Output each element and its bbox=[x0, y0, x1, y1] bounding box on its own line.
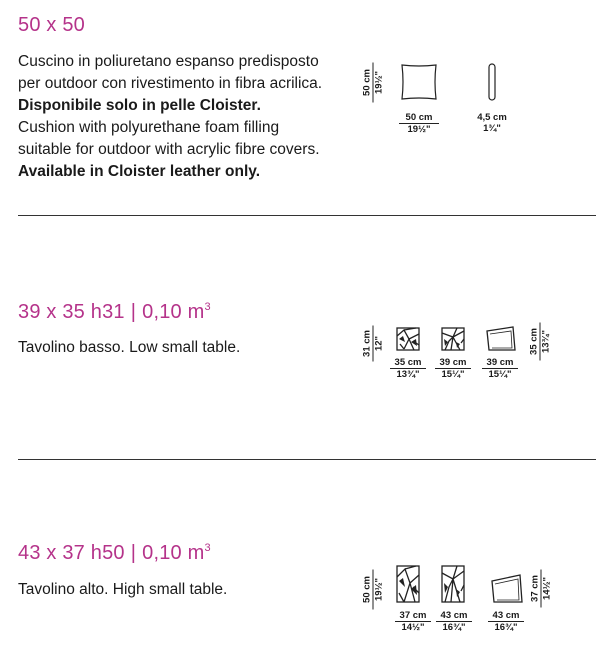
dim-label: 37 cm 14½" bbox=[395, 610, 431, 633]
dim-label: 39 cm 15¼" bbox=[482, 357, 518, 380]
desc-line: Cushion with polyurethane foam filling bbox=[18, 119, 280, 136]
dim-label: 43 cm 16¾" bbox=[488, 610, 524, 633]
dim-label: 35 cm 13¾" bbox=[390, 357, 426, 380]
section-2-size: 39 x 35 h31 bbox=[18, 301, 125, 323]
desc-line: Disponibile solo in pelle Cloister. bbox=[18, 97, 261, 114]
section-3-description bbox=[18, 579, 227, 601]
section-2-description bbox=[18, 337, 240, 359]
low-table-side-drawing bbox=[396, 327, 420, 351]
section-2-volume: 0,10 m bbox=[142, 301, 205, 323]
dim-label: 50 cm 19½" bbox=[399, 112, 439, 135]
section-3-volume: 0,10 m bbox=[142, 542, 205, 564]
desc-line: per outdoor con rivestimento in fibra acrilica. bbox=[18, 75, 323, 92]
section-divider bbox=[18, 459, 596, 460]
desc-line: suitable for outdoor with acrylic fibre covers. bbox=[18, 141, 320, 158]
desc-line: Tavolino alto. High small table. bbox=[18, 581, 228, 598]
low-table-top-drawing bbox=[485, 326, 517, 352]
section-1-description bbox=[18, 51, 322, 183]
low-table-depth-dim: 35 cm 13¾" bbox=[529, 323, 552, 361]
title-separator: | bbox=[130, 301, 137, 323]
cushion-front-drawing bbox=[399, 63, 439, 101]
section-1-title bbox=[18, 14, 85, 37]
high-table-depth-dim: 37 cm 14½" bbox=[530, 570, 553, 608]
volume-unit-sup: 3 bbox=[204, 301, 211, 313]
low-table-front-drawing bbox=[441, 327, 465, 351]
desc-line: Tavolino basso. Low small table. bbox=[18, 339, 241, 356]
high-table-side-drawing bbox=[396, 565, 420, 603]
cushion-height-dim: 50 cm 19½" bbox=[362, 63, 385, 103]
dim-label: 43 cm 16¾" bbox=[436, 610, 472, 633]
high-table-top-drawing bbox=[490, 574, 524, 604]
section-3-title bbox=[18, 542, 211, 565]
section-2-title bbox=[18, 301, 211, 324]
section-3-size: 43 x 37 h50 bbox=[18, 542, 125, 564]
volume-unit-sup: 3 bbox=[204, 542, 211, 554]
high-table-height-dim: 50 cm 19½" bbox=[362, 570, 385, 610]
cushion-side-drawing bbox=[487, 63, 497, 101]
title-separator: | bbox=[130, 542, 137, 564]
desc-line: Cuscino in poliuretano espanso predisposto bbox=[18, 53, 319, 70]
section-divider bbox=[18, 215, 596, 216]
high-table-front-drawing bbox=[441, 565, 465, 603]
dim-label: 39 cm 15¼" bbox=[435, 357, 471, 380]
desc-line: Available in Cloister leather only. bbox=[18, 163, 261, 180]
low-table-height-dim: 31 cm 12" bbox=[362, 326, 385, 362]
section-1-size: 50 x 50 bbox=[18, 14, 86, 36]
dim-label: 4,5 cm 1¾" bbox=[477, 112, 507, 134]
